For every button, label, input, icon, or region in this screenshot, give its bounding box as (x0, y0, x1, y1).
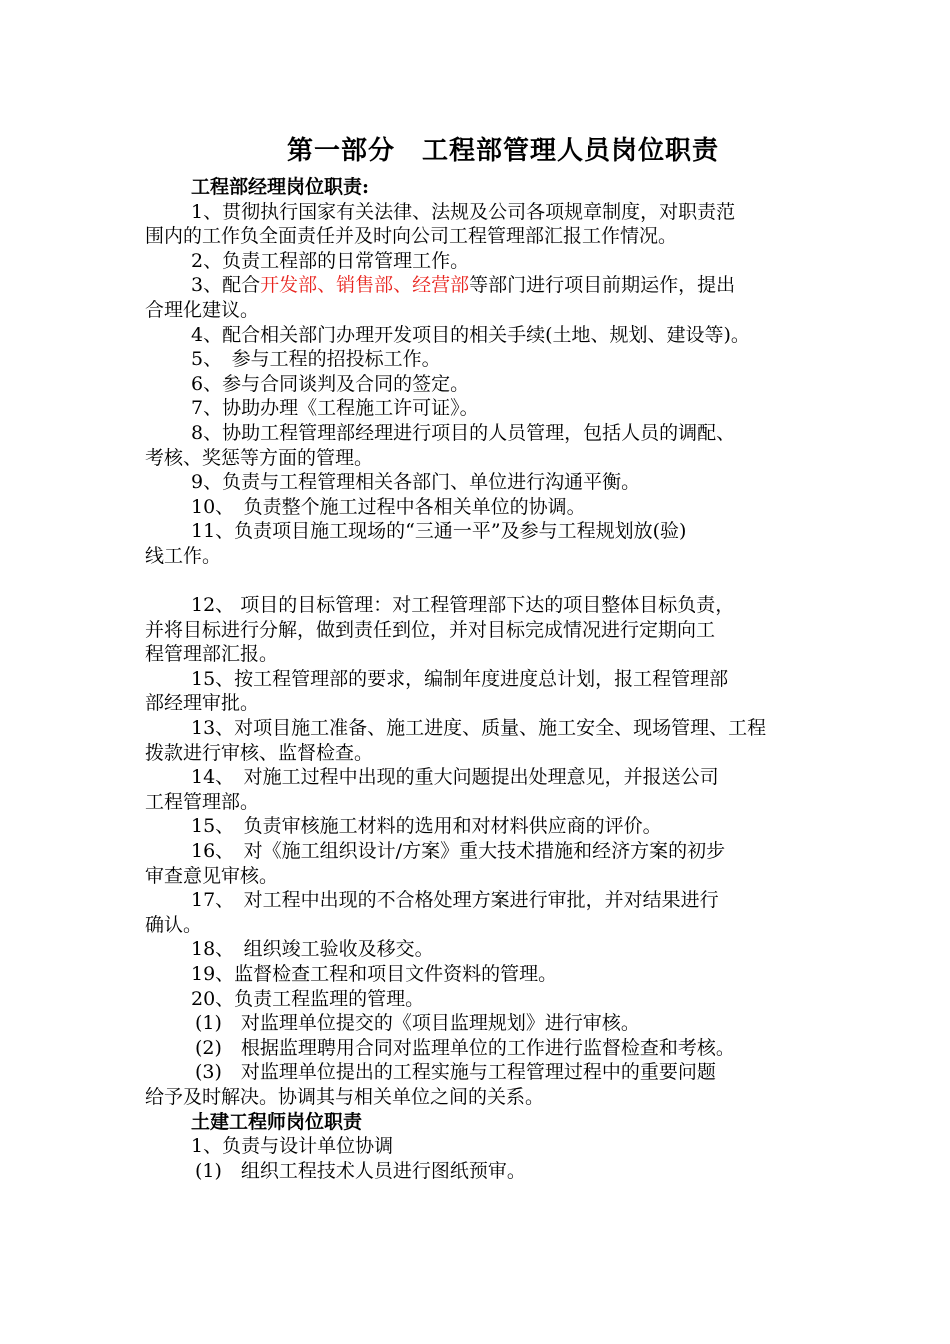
paragraph-line: (3) 对监理单位提出的工程实施与工程管理过程中的重要问题 (195, 1061, 716, 1084)
paragraph-line (145, 273, 817, 298)
paragraph-line: 17、 对工程中出现的不合格处理方案进行审批，并对结果进行 (191, 889, 719, 912)
paragraph-line: 1、负责与设计单位协调 (191, 1135, 394, 1158)
paragraph-line: 13、对项目施工准备、施工进度、质量、施工安全、现场管理、工程 (191, 717, 767, 740)
paragraph-line: 10、 负责整个施工过程中各相关单位的协调。 (191, 495, 586, 518)
paragraph-line: 2、负责工程部的日常管理工作。 (191, 249, 470, 272)
paragraph-line: (1) 对监理单位提交的《项目监理规划》进行审核。 (195, 1012, 640, 1035)
paragraph-line: 部经理审批。 (145, 692, 260, 715)
blank-line (145, 569, 817, 594)
paragraph-line: 15、 负责审核施工材料的选用和对材料供应商的评价。 (191, 815, 662, 838)
paragraph-line: 14、 对施工过程中出现的重大问题提出处理意见，并报送公司 (191, 766, 719, 789)
paragraph-line: 5、 参与工程的招投标工作。 (191, 348, 441, 371)
paragraph-line: 7、协助办理《工程施工许可证》。 (191, 397, 479, 420)
paragraph-line: 9、负责与工程管理相关各部门、单位进行沟通平衡。 (191, 471, 641, 494)
paragraph-line: 给予及时解决。协调其与相关单位之间的关系。 (145, 1085, 545, 1108)
paragraph-line: 19、监督检查工程和项目文件资料的管理。 (191, 963, 558, 985)
paragraph-line: 合理化建议。 (145, 298, 260, 321)
document-body (145, 175, 817, 1183)
highlighted-departments: 开发部、销售部、经营部 (260, 274, 470, 297)
section-heading: 工程部经理岗位职责: (191, 176, 370, 198)
section-heading: 土建工程师岗位职责 (191, 1110, 363, 1133)
paragraph-line: 1、贯彻执行国家有关法律、法规及公司各项规章制度，对职责范 (191, 200, 736, 223)
paragraph-line: 12、 项目的目标管理：对工程管理部下达的项目整体目标负责， (191, 594, 735, 617)
paragraph-line: 11、负责项目施工现场的“三通一平”及参与工程规划放(验) (191, 520, 687, 543)
text-span: 3、配合 (191, 274, 261, 297)
paragraph-line: 围内的工作负全面责任并及时向公司工程管理部汇报工作情况。 (145, 225, 678, 248)
paragraph-line: 6、参与合同谈判及合同的签定。 (191, 372, 470, 395)
paragraph-line: 确认。 (145, 913, 203, 936)
paragraph-line: 并将目标进行分解，做到责任到位，并对目标完成情况进行定期向工 (145, 618, 716, 641)
page-title: 第一部分 工程部管理人员岗位职责 (286, 136, 719, 166)
paragraph-line: 8、协助工程管理部经理进行项目的人员管理，包括人员的调配、 (191, 421, 736, 444)
paragraph-line: 考核、奖惩等方面的管理。 (145, 446, 374, 469)
paragraph-line: 18、 组织竣工验收及移交。 (191, 938, 434, 961)
paragraph-line: 线工作。 (145, 544, 222, 567)
paragraph-line: 20、负责工程监理的管理。 (191, 987, 425, 1010)
paragraph-line: 15、按工程管理部的要求，编制年度进度总计划，报工程管理部 (191, 667, 729, 690)
paragraph-line: 拨款进行审核、监督检查。 (145, 741, 374, 764)
paragraph-line: 审查意见审核。 (145, 864, 279, 887)
paragraph-line: 4、配合相关部门办理开发项目的相关手续(土地、规划、建设等)。 (191, 323, 750, 346)
paragraph-line: (1) 组织工程技术人员进行图纸预审。 (195, 1159, 526, 1182)
text-span: 等部门进行项目前期运作，提出 (469, 274, 736, 297)
paragraph-line: 程管理部汇报。 (145, 643, 279, 666)
paragraph-line: 16、 对《施工组织设计/方案》重大技术措施和经济方案的初步 (191, 840, 726, 863)
paragraph-line: 工程管理部。 (145, 790, 260, 813)
paragraph-line: (2) 根据监理聘用合同对监理单位的工作进行监督检查和考核。 (195, 1036, 735, 1059)
